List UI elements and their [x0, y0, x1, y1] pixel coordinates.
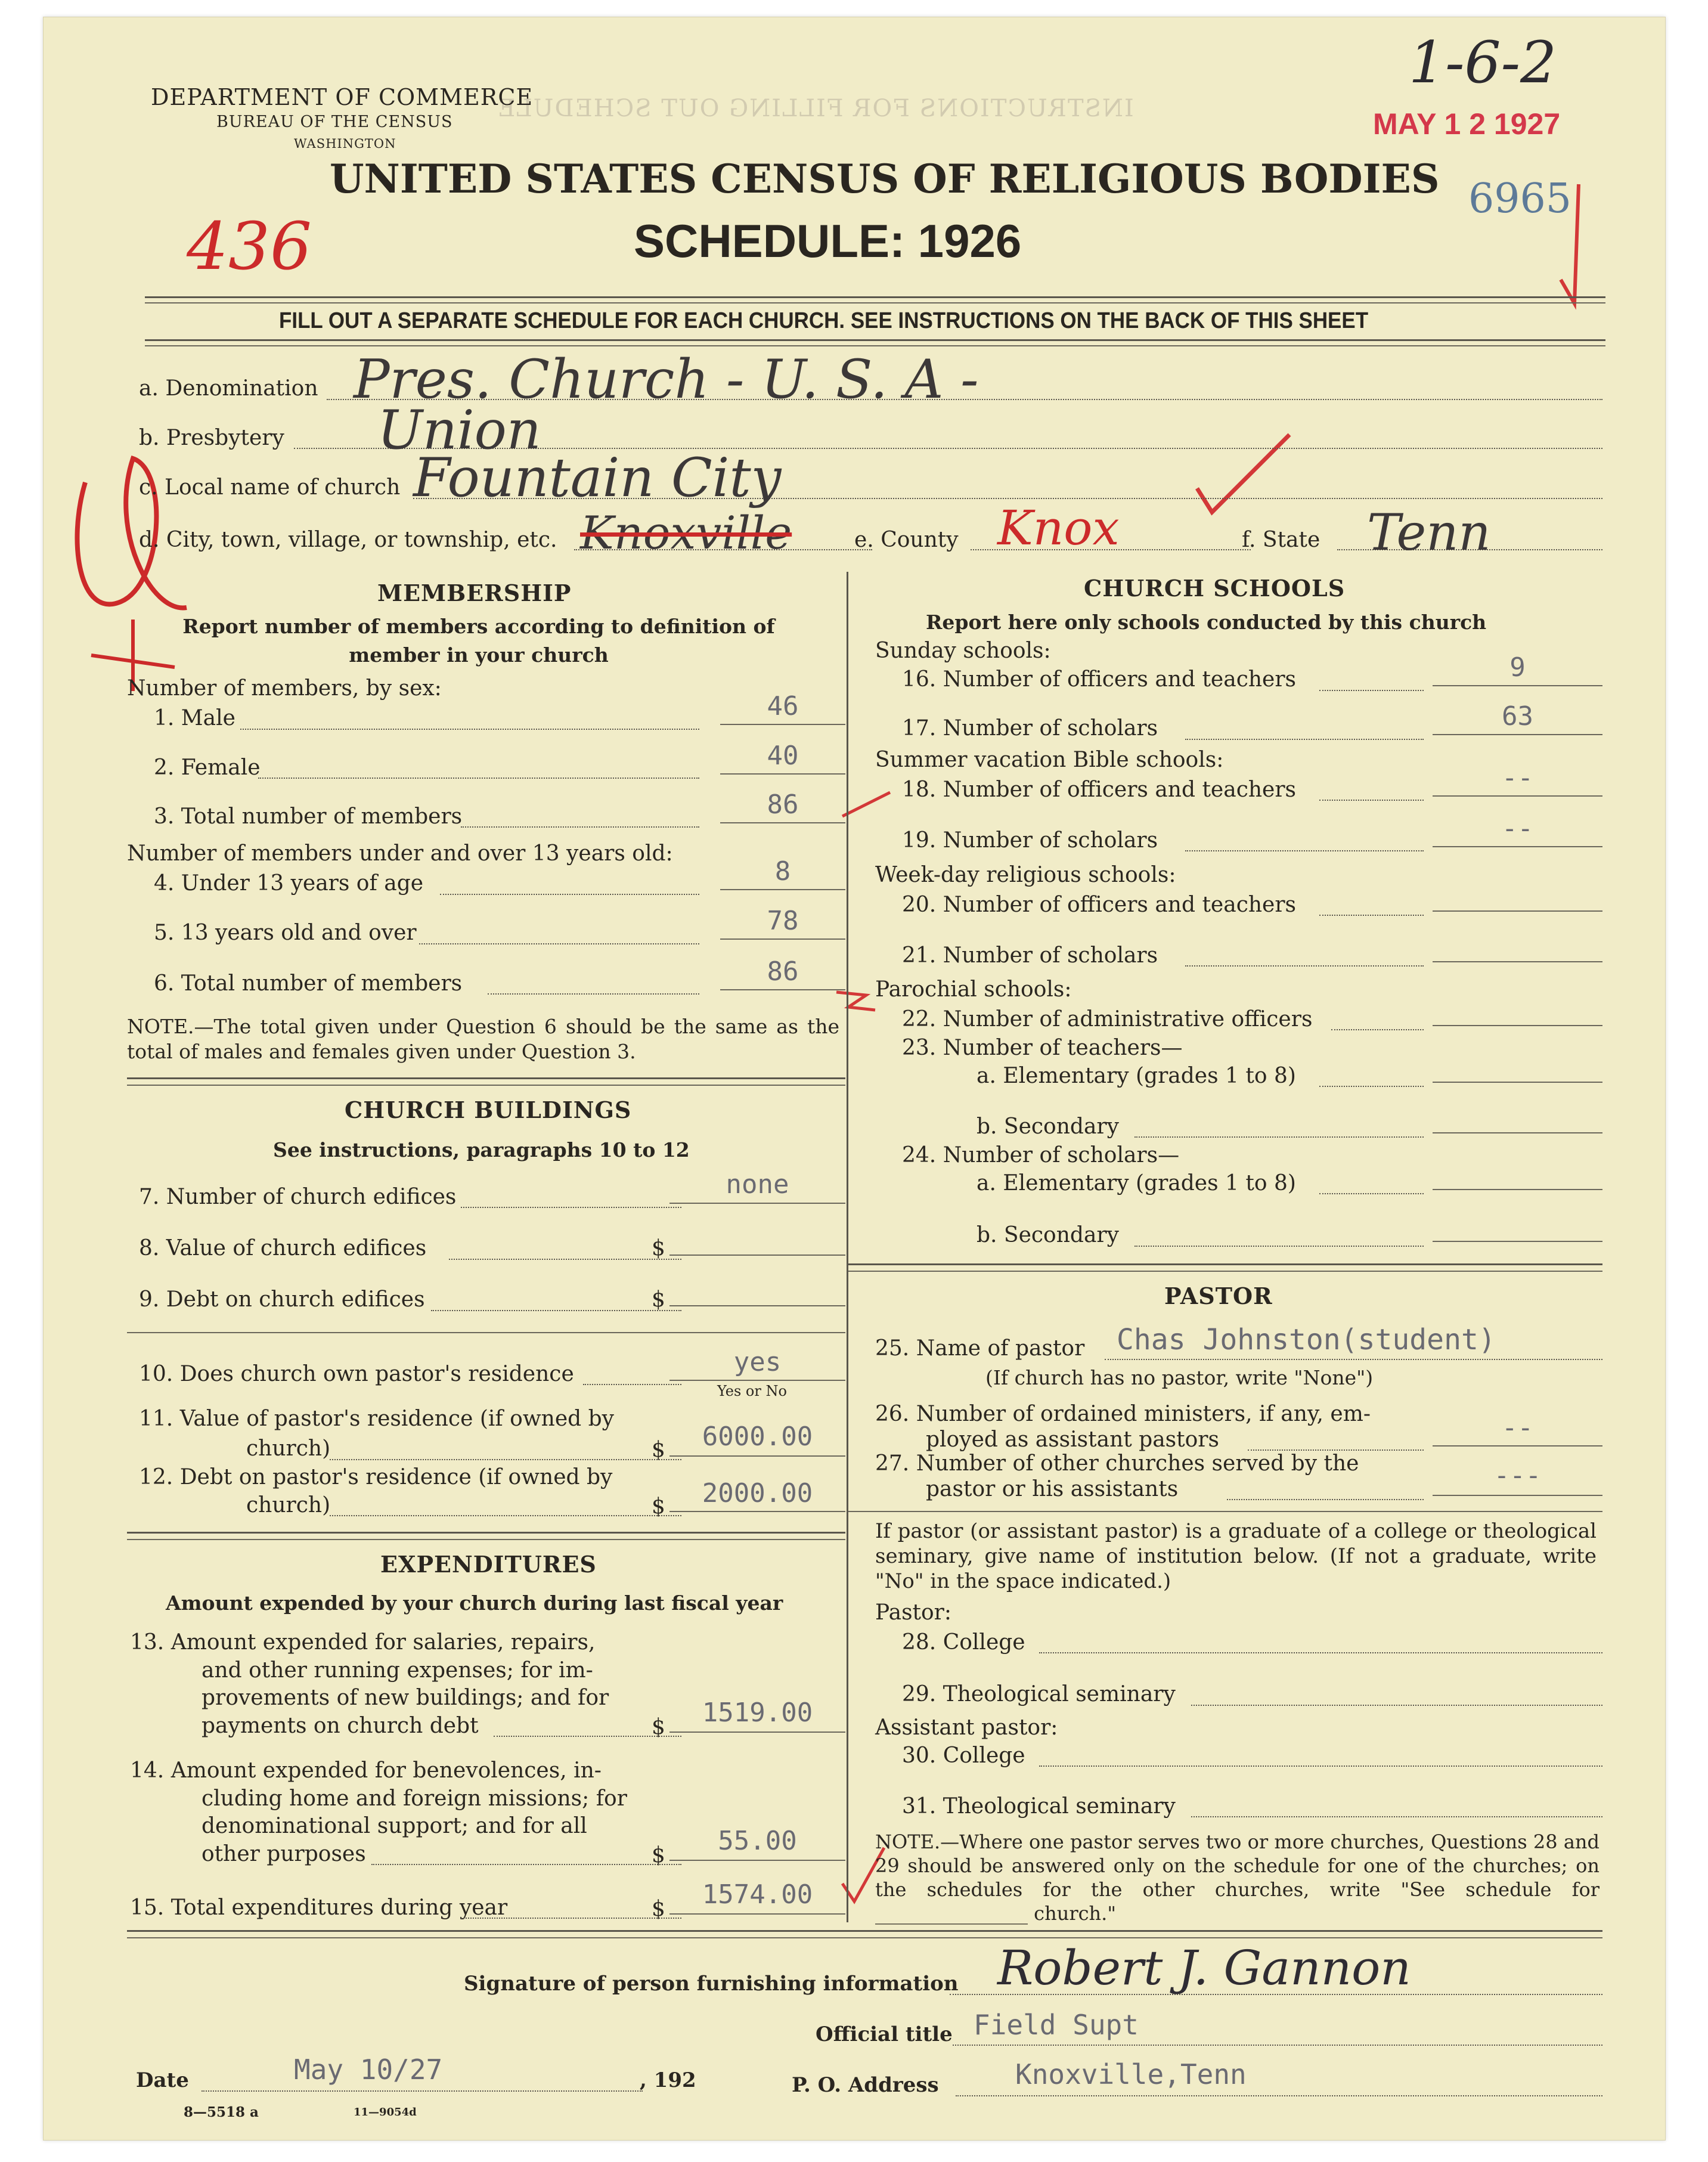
q14-line-3: denominational support; and for all [202, 1814, 587, 1838]
q6-label: 6. Total number of members [154, 971, 463, 996]
pastor-note: NOTE.—Where one pastor serves two or more churches, Questions 28 and 29 should be answered only on the schedule for one of the churches; on the schedules for the other churches, write "See schedule for ________________ church." [875, 1830, 1599, 1925]
value-city: Knoxville [580, 506, 792, 559]
q9-dollar: $ [652, 1287, 665, 1312]
q28-label: 28. College [902, 1630, 1025, 1655]
q26-value: -- [1502, 1413, 1533, 1443]
q23a-label: a. Elementary (grades 1 to 8) [977, 1064, 1296, 1088]
q25-note: (If church has no pastor, write "None") [985, 1366, 1374, 1389]
q5-label: 5. 13 years old and over [154, 921, 417, 945]
signature-value: Robert J. Gannon [997, 1940, 1411, 1996]
q5-value: 78 [767, 906, 799, 936]
q12-dollar: $ [652, 1494, 665, 1519]
q27-label-1: 27. Number of other churches served by the [875, 1451, 1359, 1476]
date-year-suffix: , 192 [640, 2068, 696, 2092]
q22-label: 22. Number of administrative officers [902, 1007, 1313, 1032]
label-county: e. County [854, 528, 959, 552]
official-title-label: Official title [816, 2022, 953, 2046]
schools-title: CHURCH SCHOOLS [1084, 575, 1346, 602]
sunday-schools: Sunday schools: [875, 639, 1051, 663]
q12-value: 2000.00 [702, 1478, 813, 1509]
q7-label: 7. Number of church edifices [139, 1185, 457, 1209]
q15-label: 15. Total expenditures during year [130, 1895, 508, 1920]
schedule-year: SCHEDULE: 1926 [634, 215, 1022, 267]
signature-label: Signature of person furnishing information [464, 1972, 959, 1996]
buildings-title: CHURCH BUILDINGS [345, 1097, 632, 1123]
summer-schools: Summer vacation Bible schools: [875, 748, 1224, 772]
q19-value: -- [1502, 813, 1533, 844]
q2-value: 40 [767, 741, 799, 771]
print-number: 11—9054d [354, 2106, 417, 2118]
q13-value: 1519.00 [702, 1698, 813, 1728]
q16-value: 9 [1509, 652, 1526, 683]
q10-value: yes [733, 1347, 782, 1377]
membership-note: NOTE.—The total given under Question 6 should be the same as the total of males and females given under Question 3. [127, 1015, 839, 1063]
q10-hint: Yes or No [717, 1383, 787, 1399]
date-value: May 10/27 [294, 2053, 443, 2086]
q17-value: 63 [1502, 701, 1533, 732]
q24-label: 24. Number of scholars— [902, 1143, 1180, 1167]
q13-line-4: payments on church debt [202, 1714, 479, 1738]
form-title: UNITED STATES CENSUS OF RELIGIOUS BODIES [330, 156, 1440, 202]
q15-dollar: $ [652, 1897, 665, 1921]
assistant-pastor-label: Assistant pastor: [875, 1715, 1058, 1740]
q13-line-1: 13. Amount expended for salaries, repairs, [130, 1630, 596, 1655]
q9-label: 9. Debt on church edifices [139, 1287, 425, 1312]
q12-label-1: 12. Debt on pastor's residence (if owned by [139, 1465, 613, 1489]
q8-label: 8. Value of church edifices [139, 1236, 427, 1260]
q24b-label: b. Secondary [977, 1223, 1119, 1247]
q29-label: 29. Theological seminary [902, 1682, 1176, 1706]
received-date-stamp: MAY 1 2 1927 [1373, 107, 1561, 141]
parochial-schools: Parochial schools: [875, 977, 1072, 1002]
members-by-sex: Number of members, by sex: [127, 676, 442, 701]
schedule-sheet [43, 17, 1666, 2141]
q1-label: 1. Male [154, 706, 235, 730]
q26-label-1: 26. Number of ordained ministers, if any, em- [875, 1402, 1371, 1426]
q16-label: 16. Number of officers and teachers [902, 667, 1297, 692]
red-note-number: 436 [187, 208, 312, 284]
q13-line-2: and other running expenses; for im- [202, 1658, 593, 1683]
buildings-subtitle: See instructions, paragraphs 10 to 12 [273, 1138, 690, 1161]
official-title-value: Field Supt [974, 2009, 1139, 2041]
q23-label: 23. Number of teachers— [902, 1036, 1183, 1060]
q25-value: Chas Johnston(student) [1117, 1323, 1496, 1356]
po-address-label: P. O. Address [792, 2073, 939, 2097]
q4-value: 8 [774, 856, 791, 887]
q18-label: 18. Number of officers and teachers [902, 778, 1297, 802]
q19-label: 19. Number of scholars [902, 828, 1158, 853]
q14-line-4: other purposes [202, 1842, 366, 1866]
bureau-city: WASHINGTON [294, 137, 396, 151]
expenditures-title: EXPENDITURES [380, 1551, 597, 1578]
q31-label: 31. Theological seminary [902, 1794, 1176, 1819]
membership-title: MEMBERSHIP [377, 580, 572, 606]
schools-subtitle: Report here only schools conducted by this church [926, 611, 1487, 634]
q25-label: 25. Name of pastor [875, 1336, 1085, 1361]
q3-label: 3. Total number of members [154, 804, 463, 829]
value-local-name: Fountain City [413, 447, 782, 509]
q14-line-1: 14. Amount expended for benevolences, in- [130, 1758, 602, 1783]
q13-line-3: provements of new buildings; and for [202, 1686, 609, 1710]
ref-code: 1-6-2 [1409, 29, 1557, 96]
weekday-schools: Week-day religious schools: [875, 863, 1176, 887]
q10-label: 10. Does church own pastor's residence [139, 1362, 574, 1386]
q11-dollar: $ [652, 1438, 665, 1462]
membership-intro: Report number of members according to definition of member in your church [182, 615, 775, 667]
q21-label: 21. Number of scholars [902, 943, 1158, 968]
fill-instruction: FILL OUT A SEPARATE SCHEDULE FOR EACH CHURCH. SEE INSTRUCTIONS ON THE BACK OF THIS SHEET [279, 308, 1369, 333]
pastor-title: PASTOR [1164, 1283, 1273, 1309]
number-stamp: 6965 [1468, 175, 1572, 222]
pastor-label: Pastor: [875, 1600, 952, 1625]
value-denomination: Pres. Church - U. S. A - [354, 348, 979, 411]
bureau-name: BUREAU OF THE CENSUS [216, 113, 453, 131]
value-presbytery: Union [377, 399, 541, 461]
q27-value: --- [1493, 1460, 1542, 1491]
q11-value: 6000.00 [702, 1421, 813, 1452]
q13-dollar: $ [652, 1715, 665, 1739]
label-presbytery: b. Presbytery [139, 426, 284, 450]
label-city: d. City, town, village, or township, etc. [139, 528, 557, 552]
q15-value: 1574.00 [702, 1879, 813, 1910]
q4-label: 4. Under 13 years of age [154, 871, 424, 896]
q1-value: 46 [767, 691, 799, 721]
value-state: Tenn [1367, 503, 1491, 562]
form-number: 8—5518 a [184, 2104, 259, 2120]
members-by-age: Number of members under and over 13 years old: [127, 841, 673, 866]
q7-value: none [726, 1169, 789, 1200]
date-label: Date [136, 2068, 189, 2092]
q8-dollar: $ [652, 1236, 665, 1260]
q20-label: 20. Number of officers and teachers [902, 893, 1297, 917]
value-county: Knox [997, 500, 1120, 556]
q14-line-2: cluding home and foreign missions; for [202, 1786, 627, 1811]
q6-value: 86 [767, 956, 799, 987]
q23b-label: b. Secondary [977, 1114, 1119, 1139]
label-state: f. State [1242, 528, 1320, 552]
graduate-note: If pastor (or assistant pastor) is a graduate of a college or theological seminary, give name of institution below. (If not a graduate, write "No" in the space indicated.) [875, 1519, 1597, 1593]
q11-label-1: 11. Value of pastor's residence (if owned by [139, 1407, 615, 1431]
bleed-through-text: INSTRUCTIONS FOR FILLING OUT SCHEDULE [497, 95, 1134, 122]
q30-label: 30. College [902, 1743, 1025, 1768]
q14-value: 55.00 [718, 1826, 797, 1856]
q3-value: 86 [767, 789, 799, 820]
q14-dollar: $ [652, 1843, 665, 1867]
q11-label-2: church) [246, 1436, 331, 1461]
po-address-value: Knoxville,Tenn [1015, 2058, 1247, 2090]
q24a-label: a. Elementary (grades 1 to 8) [977, 1171, 1296, 1195]
q17-label: 17. Number of scholars [902, 716, 1158, 741]
expenditures-subtitle: Amount expended by your church during last fiscal year [166, 1591, 783, 1615]
label-local-name: c. Local name of church [139, 475, 401, 500]
label-denomination: a. Denomination [139, 376, 318, 401]
q18-value: -- [1502, 763, 1533, 793]
q27-label-2: pastor or his assistants [926, 1477, 1179, 1501]
q12-label-2: church) [246, 1493, 331, 1517]
dept-name: DEPARTMENT OF COMMERCE [151, 84, 534, 110]
q26-label-2: ployed as assistant pastors [926, 1427, 1219, 1452]
q2-label: 2. Female [154, 755, 261, 780]
